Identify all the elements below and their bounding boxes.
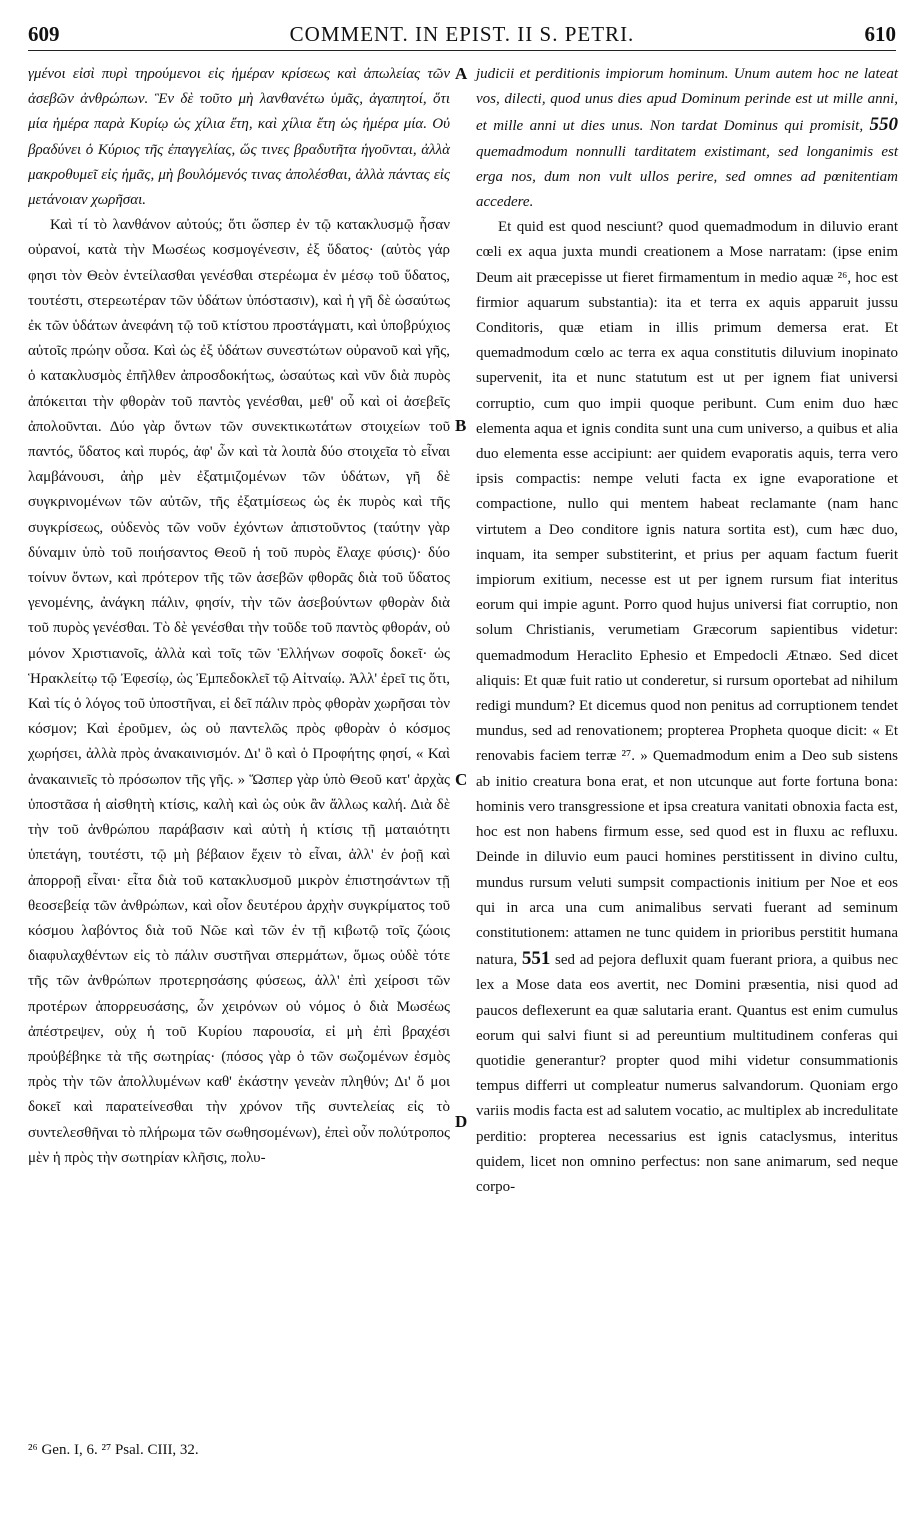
margin-letter-b: B — [455, 416, 467, 435]
column-number-551: 551 — [521, 948, 551, 970]
latin-commentary-part-2: sed ad pejora defluxit quam fuerant priora, a quibus nec lex a Mose data eos avertit, nec Domini præsentia, nisi quod ad paucos deflexerunt ea quæ salutaria erant. Quantus est enim cumulus eorum qui salvi fiunt si ad pereuntium multitudinem conferas qui quotidie generantur? propter quod mihi videtur consummationis tempus differri ut compleatur numerus salvandorum. Quoniam ergo variis modis facta est ad salutem vocatio, ac multiplex ab incredulitate perditio: propterea necessarius est ignis cataclysmus, interitus quidem, licet non omnino perfectus: non sane animarum, sed neque corpo- — [476, 952, 899, 1195]
latin-commentary-part-1: Et quid est quod nesciunt? quod quemadmodum in diluvio erant cœli ex aqua juxta mundi creationem a Mose narratam: (ipse enim Deum ait præcepisse ut fieret firmamentum in medio aquæ ²⁶, hoc est firmior aquarum substantia): ita et terra ex aquis apparuit jussu Conditoris, quæ etiam in illis primum demersa erat. Et quemadmodum cœlo ac terra ex aqua constitutis diluvium inopinato supervenit, ita et nunc statutum est ut per ignem fiat universi corruptio, cum quo impii quoque peribunt. Cum enim duo hæc elementa aqua et ignis condita sunt una cum universo, a quibus et alia duo elementa esse accipiunt: aer quidem evaporatis aquis, terra vero ipsis compactis: nempe veluti facta ex igne evaporatione et compactione, nullo qui mentem habeat reclamante (nam hanc virtutem a Deo conditore ignis natura sortita est), cum hæc duo, inquam, ita semper substiterint, et prius per aquam factum fuerit impiorum exitium, necesse est ut per ignem rursum fiat interitus eorum qui impie agunt. Porro quod hujus universi fiat corruptio, non solum Christianis, verumetiam Græcorum sapientibus videtur: quemadmodum Heraclito Ephesio et Empedocli Ætnæo. Sed dicet aliquis: Et quæ fuit ratio ut conderetur, si rursum oportebat ad nihilum redigi mundum? Et dicemus quod non penitus ad corruptionem tendet mundus, sed ad renovationem; propterea Propheta quoque dicit: « Et renovabis faciem terræ ²⁷. » Quemadmodum enim a Deo sub sistens ab initio creatura bona erat, et non utcunque aut forte fortuna bona: hominis vero transgressione et ipsa creatura vanitati obnoxia facta est, hoc est non habens firmum esse, sed quod est in fluxu ac refluxu. Deinde in diluvio eum pauci homines perstitissent in divino cultu, mundus rursum veluti sumpsit compactionis initium per Noe et eos qui in arca una cum animalibus servati fuerant ad seminum constitutionem: attamen ne tunc quidem in prioribus perstitit humana natura, — [476, 219, 898, 969]
greek-scripture-text: γμένοι εἰσὶ πυρὶ τηρούμενοι εἰς ἡμέραν κρίσεως καὶ ἀπωλείας τῶν ἀσεβῶν ἀνθρώπων. Ἓν δὲ τοῦτο μὴ λανθανέτω ὑμᾶς, ἀγαπητοί, ὅτι μία ἡμέρα παρὰ Κυρίῳ ὡς χίλια ἔτη, καὶ χίλια ἔτη ὡς ἡμέρα μία. Οὐ βραδύνει ὁ Κύριος τῆς ἐπαγγελίας, ὥς τινες βραδυτῆτα ἡγοῦνται, ἀλλὰ μακροθυμεῖ εἰς ἡμᾶς, μὴ βουλόμενός τινας ἀπολέσθαι, ἀλλὰ πάντας εἰς μετάνοιαν χωρῆσαι. — [28, 66, 450, 209]
latin-column — [476, 62, 898, 1200]
latin-scripture-part-2: quemadmodum nonnulli tarditatem existimant, sed longanimis est erga nos, dum non vult ullos perire, sed omnes ad pœnitentiam accedere. — [476, 143, 898, 211]
margin-letter-c: C — [455, 770, 468, 789]
latin-scripture-text — [476, 62, 898, 215]
page-number-right: 610 — [864, 22, 896, 46]
latin-commentary-text — [476, 215, 898, 1200]
greek-commentary-text: Καὶ τί τὸ λανθάνον αὐτούς; ὅτι ὥσπερ ἐν τῷ κατακλυσμῷ ἦσαν οὐρανοί, κατὰ τὴν Μωσέως κοσμογένεσιν, ἐξ ὕδατος· (αὐτὸς γάρ φησι τὸν Θεὸν ἐντείλασθαι γενέσθαι στερέωμα ἐν μέσῳ τοῦ ὕδατος, τουτέστι, στερεωτέραν τῶν ὑδάτων ὑπόστασιν), καὶ ἡ γῆ δὲ ὡσαύτως ἐκ τῶν ὑδάτων ἀνεφάνη τῷ τοῦ κτίστου προστάγματι, καὶ ὑποβρύχιος αὐτοῖς πρώην οὖσα. Καὶ ὡς ἐξ ὑδάτων συνεστώτων οὐρανοῦ καὶ γῆς, ὁ κατακλυσμὸς ἐπῆλθεν ἀπροσδοκήτως, ὡσαύτως καὶ νῦν διὰ πυρὸς ἀπόκειται τὴν φθορὰν τοῦ παντὸς γενέσθαι, μεθ' οὗ καὶ οἱ ἀσεβεῖς ἀπολοῦνται. Δύο γὰρ ὄντων τῶν συνεκτικωτάτων στοιχείων τοῦ παντός, ὕδατος καὶ πυρός, ἀφ' ὧν καὶ τὰ λοιπὰ δύο στοιχεῖα τὸ εἶναι λαμβάνουσι, ἀὴρ μὲν ἐξατμιζομένων τῶν ὑδάτων, γῆ δὲ συγκρινομένων τῶν αὐτῶν, τῆς ἐξατμίσεως ὡς ἐκ πυρὸς καὶ τῆς συγκρίσεως, οὐδενὸς τῶν νοῦν ἐχόντων ἀπιστοῦντος (ταύτην γὰρ δύναμιν ὑπὸ τοῦ ποιήσαντος Θεοῦ ἡ τοῦ πυρὸς ἔλαχε φύσις)· δύο τοίνυν ὄντων, καὶ πρότερον τῆς τῶν ἀσεβῶν φθορᾶς διὰ τοῦ ὕδατος γενομένης, ἀνάγκη πάλιν, φησίν, τὴν τῶν ἀσεβούντων φθορὰν διὰ τοῦ πυρὸς γενέσθαι. Τὸ δὲ γενέσθαι τὴν τοῦδε τοῦ παντὸς φθοράν, οὐ μόνον Χριστιανοῖς, ἀλλὰ καὶ τοῖς τῶν Ἑλλήνων σοφοῖς δοκεῖ· ὡς Ἡρακλείτῳ τῷ Ἐφεσίῳ, ὡς Ἐμπεδοκλεῖ τῷ Αἰτναίῳ. Ἀλλ' ἐρεῖ τις ὅτι, Καὶ τίς ὁ λόγος τοῦ ὑποστῆναι, εἰ δεῖ πάλιν πρὸς φθορὰν χωρῆσαι τὸν κόσμον; Καὶ ἐροῦμεν, ὡς οὐ παντελῶς πρὸς φθορὰν ὁ κόσμος χωρήσει, ἀλλὰ πρὸς ἀνακαινισμόν. Δι' ὃ καὶ ὁ Προφήτης φησί, « Καὶ ἀνακαινιεῖς τὸ πρόσωπον τῆς γῆς. » Ὥσπερ γὰρ ὑπὸ Θεοῦ κατ' ἀρχὰς ὑποστᾶσα ἡ αἰσθητὴ κτίσις, καλὴ καὶ ὡς οὐκ ἂν ἄλλως καλή. Διὰ δὲ τὴν τοῦ ἀνθρώπου παράβασιν καὶ αὐτὴ ἡ κτίσις τῇ ματαιότητι ὑπετάγη, τουτέστι, τῷ μὴ βέβαιον ἔχειν τὸ εἶναι, ἀλλ' ἐν ῥοῇ καὶ ἀπορροῇ εἶναι· εἶτα διὰ τοῦ κατακλυσμοῦ μικρὸν ἐπιστησάντων τῇ θεοσεβείᾳ τῶν ἀνθρώπων, καὶ οἷον δευτέρου ἀρχὴν συγκρίματος τοῦ κόσμου λαβόντος διὰ τοῦ Νῶε καὶ τῶν ἐν τῇ κιβωτῷ τοῖς ζώοις διαφυλαχθέντων εἰς τὸ πάλιν συστῆναι σπερμάτων, ὅμως οὐδὲ τότε τῆς τῶν ἀνθρώπων προτερησάσης φύσεως, ἀλλ' ἐπὶ χείροσι τῶν προτέρων ἀπορρευσάσης, ὧν χειρόνων οὐ νόμος ὁ διὰ Μωσέως ἀπέστρεψεν, οὐχ ἡ τοῦ Κυρίου παρουσία, εἰ μὴ ἐπὶ βραχέσι προὐβέβηκε τὰ τῆς σωτηρίας· (πόσος γὰρ ὁ τῶν σωζομένων ἐσμὸς πρὸς τὴν τῶν ἀπολλυμένων καθ' ἑκάστην γενεὰν πληθύν; Δι' ὅ μοι δοκεῖ καὶ παρατείνεσθαι τὴν χρόνον τῆς συντελείας εἰς τὸ συντελεσθῆναι τὸ πλήρωμα τῶν σωθησομένων), ἐπεὶ οὖν πολύτροπος μὲν ἡ πρὸς τὴν σωτηρίαν κλῆσις, πολυ- — [28, 217, 450, 1166]
latin-scripture-part-1: judicii et perditionis impiorum hominum. Unum autem hoc ne lateat vos, dilecti, quod unus dies apud Dominum perinde est ut mille anni, et mille anni ut dies unus. Non tardat Dominus qui promisit, — [476, 66, 898, 135]
page-header — [28, 20, 896, 51]
column-number-550: 550 — [869, 114, 898, 136]
margin-letter-a: A — [455, 64, 468, 83]
footnotes: ²⁶ Gen. I, 6. ²⁷ Psal. CIII, 32. — [28, 1442, 199, 1458]
margin-letter-d: D — [455, 1112, 468, 1131]
greek-column — [28, 62, 450, 1171]
running-title: COMMENT. IN EPIST. II S. PETRI. — [289, 22, 635, 46]
page-number-left: 609 — [28, 22, 60, 46]
